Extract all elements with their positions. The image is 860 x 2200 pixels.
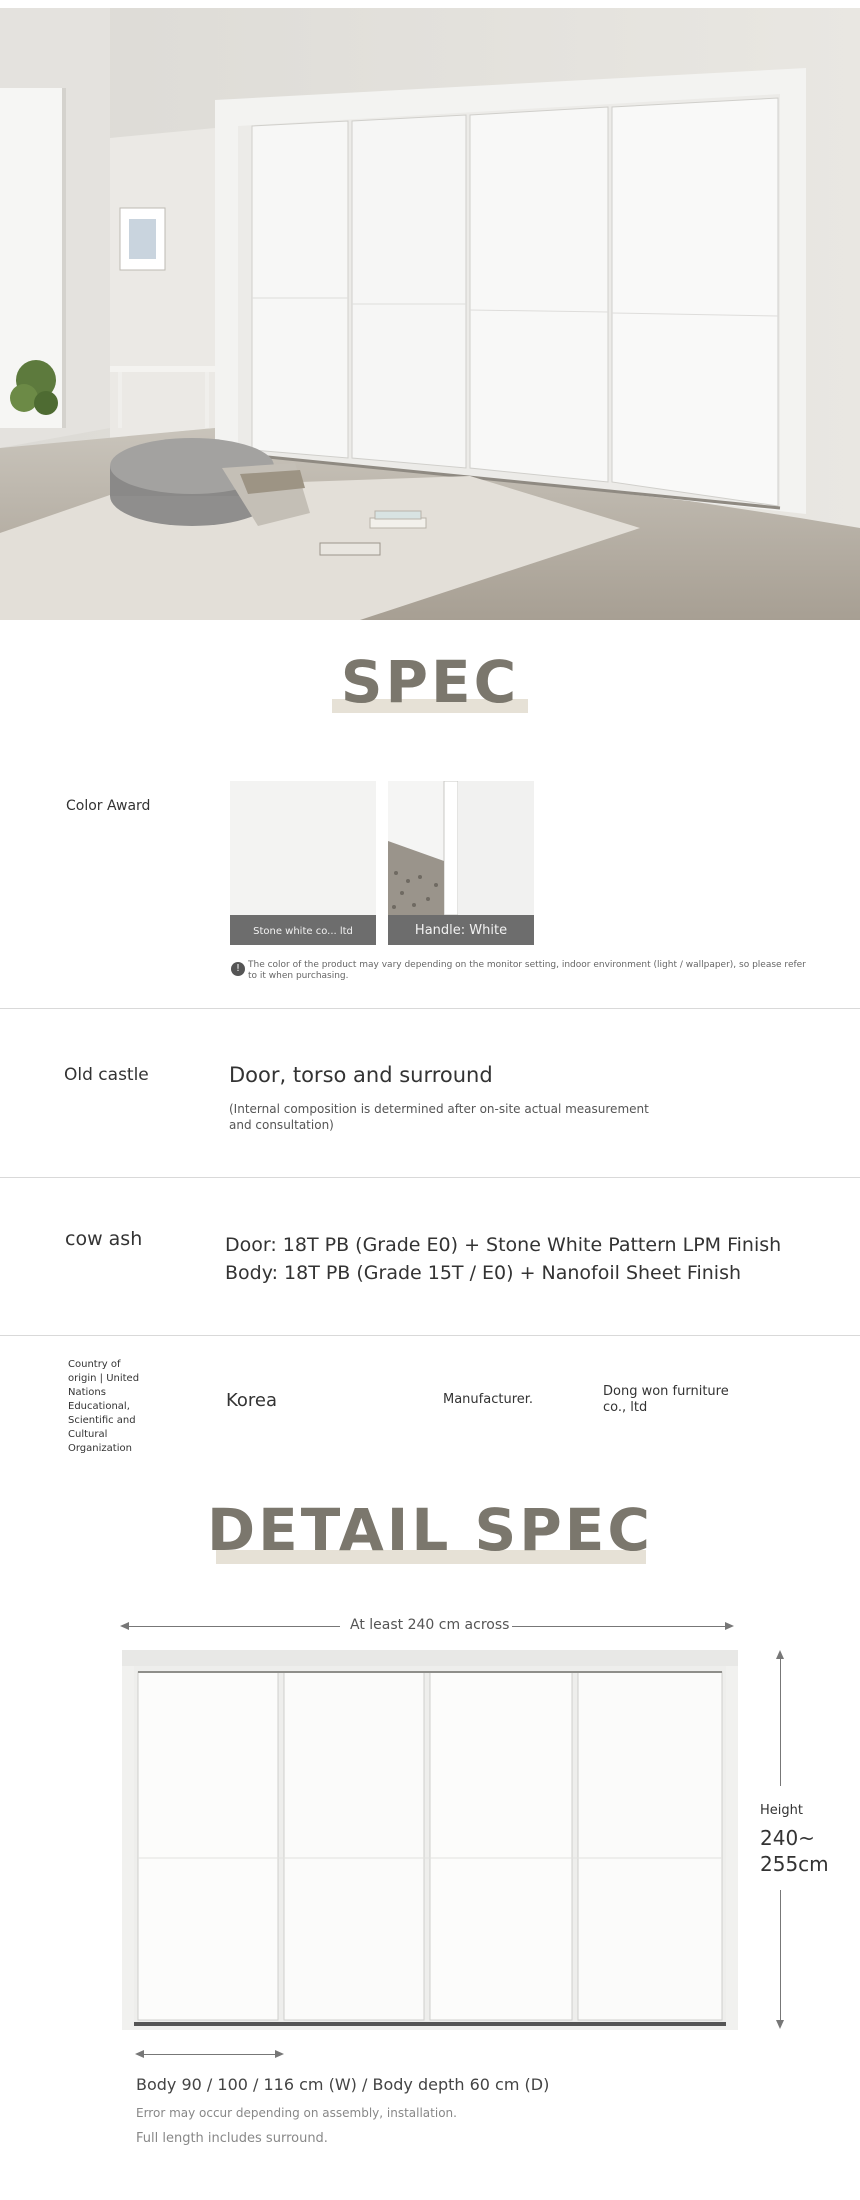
width-label: At least 240 cm across (350, 1617, 510, 1633)
manufacturer-value: Dong won furniture co., ltd (603, 1384, 729, 1415)
spec-heading: SPEC (340, 648, 520, 716)
hero-room-photo (0, 8, 860, 620)
cow-ash-body: Body: 18T PB (Grade 15T / E0) + Nanofoil Sheet Finish (225, 1262, 742, 1284)
origin-label: Country of origin | United Nations Educational, Scientific and Cultural Organization (68, 1359, 140, 1454)
cow-ash-door: Door: 18T PB (Grade E0) + Stone White Pattern LPM Finish (225, 1234, 782, 1256)
height-value-2: 255cm (760, 1852, 829, 1876)
height-value-1: 240~ (760, 1826, 815, 1850)
info-icon: ! (231, 962, 245, 976)
width-arrow-line (512, 1626, 726, 1627)
arrow-down-icon (776, 2020, 784, 2029)
height-label: Height (760, 1803, 803, 1818)
detail-spec-heading: DETAIL SPEC (207, 1496, 653, 1564)
old-castle-value: Door, torso and surround (229, 1063, 493, 1087)
height-arrow-line (780, 1658, 781, 1786)
surround-note: Full length includes surround. (136, 2131, 328, 2146)
color-award-label: Color Award (66, 798, 151, 814)
color-notice: The color of the product may vary depending on the monitor setting, indoor environment (light / wallpaper), so please refer to it when purchasing. (248, 960, 806, 981)
arrow-right-icon (725, 1622, 734, 1630)
swatch-caption (388, 915, 534, 945)
width-arrow-line (128, 1626, 340, 1627)
height-arrow-line (780, 1890, 781, 2020)
body-dimension-line: Body 90 / 100 / 116 cm (W) / Body depth 60 cm (D) (136, 2075, 550, 2094)
old-castle-note: (Internal composition is determined after on-site actual measurement and consultation) (229, 1102, 649, 1132)
divider (0, 1177, 860, 1178)
handle-closeup-swatch (388, 781, 534, 945)
old-castle-label: Old castle (64, 1065, 149, 1085)
wardrobe-front-drawing (122, 1650, 738, 2030)
body-width-arrow-line (143, 2054, 275, 2055)
assembly-note: Error may occur depending on assembly, installation. (136, 2106, 457, 2120)
swatch-caption-text: Handle: White (414, 923, 508, 938)
swatch-caption (230, 915, 376, 945)
arrow-right-icon (275, 2050, 284, 2058)
manufacturer-label: Manufacturer. (443, 1392, 534, 1407)
divider (0, 1008, 860, 1009)
cow-ash-label: cow ash (65, 1228, 143, 1250)
white-panel-swatch (230, 781, 376, 945)
origin-value: Korea (226, 1390, 278, 1411)
divider (0, 1335, 860, 1336)
swatch-caption-text: Stone white co... ltd (253, 926, 353, 937)
